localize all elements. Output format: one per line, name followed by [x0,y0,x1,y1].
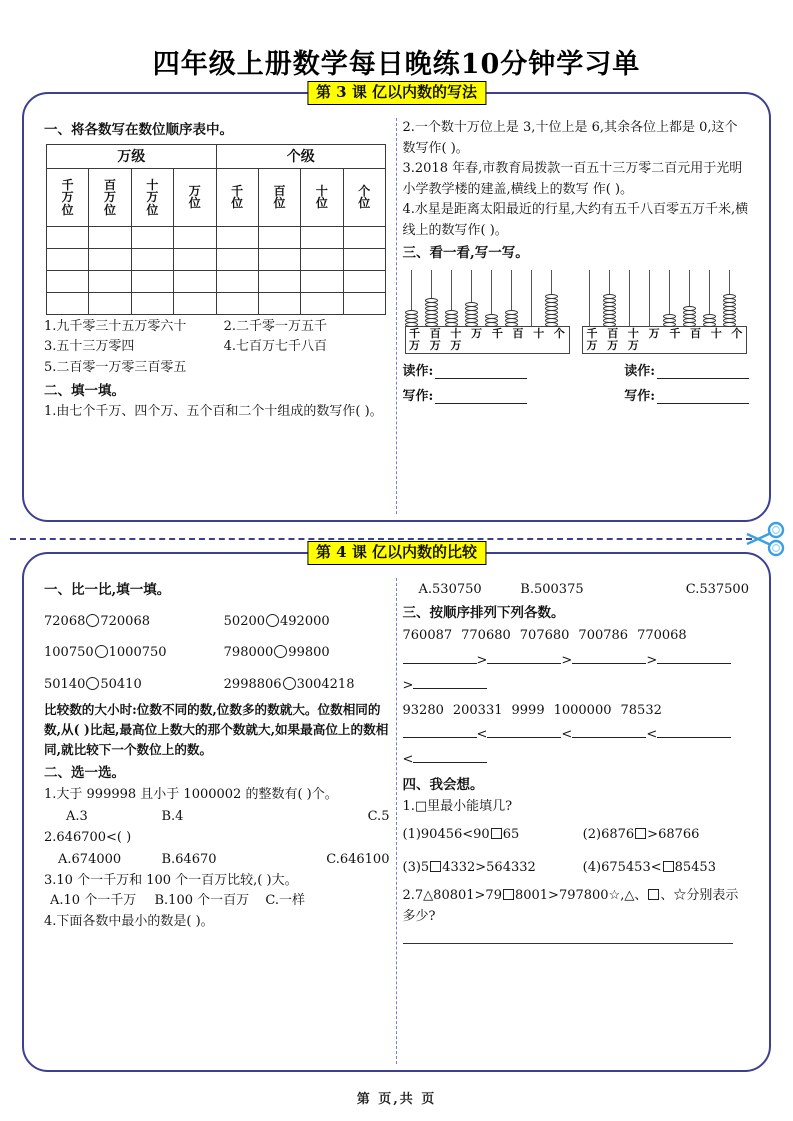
abacus-wire [649,270,650,326]
abacus-rod [485,314,499,326]
table-cell[interactable] [301,226,343,248]
abacus-place-label: 百 [690,327,702,341]
mc-options-1 [44,805,390,828]
write-item-2: 2.二千零一万五千 [223,318,328,334]
lesson3-section-1-heading: 一、将各数写在数位顺序表中。 [44,122,233,138]
abacus-1-labels [408,328,567,351]
think-item-1[interactable]: (1)90456<90 65 [402,827,520,843]
abacus-place-label: 十 [533,327,545,341]
compare-left-number: 2998806 [223,676,282,692]
lesson-4-panel [22,543,771,1072]
fill-box[interactable] [635,828,646,839]
abacus-rod [682,306,696,326]
abacus-place-label: 个 [731,327,743,341]
read-blank-1[interactable] [435,366,527,379]
think-item-4[interactable]: (4)675453< 85453 [582,859,716,875]
lesson-3-panel [22,83,771,522]
order2-blank-5[interactable] [413,750,487,763]
read-label-2: 读作: [624,364,655,380]
order1-blank-5[interactable] [413,676,487,689]
abacus-place-label: 万 [648,327,660,341]
lesson3-item-2[interactable]: 2.一个数十万位上是 3,十位上是 6,其余各位上都是 0,这个数写作( )。 [402,120,738,156]
order-number: 707680 [519,628,570,644]
read-answer-2[interactable] [624,360,749,379]
table-cell[interactable] [174,270,216,292]
mc4-option-c[interactable]: C.537500 [685,582,749,597]
compare-circle[interactable] [274,645,287,658]
lesson-4-left-column [38,578,397,1064]
mc-options-2 [44,848,390,871]
write-item-5: 5.二百零一万零三百零五 [44,359,187,375]
lesson3-section-3-heading: 三、看一看,写一写。 [402,245,529,262]
abacus-rod [702,314,716,326]
compare-circle[interactable] [266,614,279,627]
write-items-row-2 [44,337,390,358]
mc1-option-c[interactable]: C.5 [367,809,390,825]
order1-blank-4[interactable] [657,651,731,664]
table-cell[interactable] [174,292,216,314]
table-col-ge: 个 位 [343,168,385,226]
think-item-5[interactable]: 2.7△80801>79 8001>797800☆,△、 、☆分别表示多少? [402,888,739,924]
table-cell[interactable] [131,292,173,314]
order-number: 9999 [511,702,545,718]
place-value-table [46,144,386,315]
lesson3-fill-item-1[interactable]: 1.由七个千万、四个万、五个百和二个十组成的数写作( )。 [44,404,383,420]
compare-pair[interactable] [44,673,224,696]
lesson-3-right-column [397,118,756,514]
mc3-option-a[interactable]: A.10 个一千万 [50,893,137,909]
mc-question-1[interactable]: 1.大于 999998 且小于 1000002 的整数有( )个。 [44,786,338,802]
order-set-2-numbers [403,699,750,724]
lesson3-section-2-heading: 二、填一填。 [44,382,125,399]
write-blank-2[interactable] [657,391,749,404]
order1-op-1: > [476,653,488,669]
write-items-row-1 [44,317,390,338]
order1-op-2: > [561,653,573,669]
order1-op-3: > [646,653,658,669]
comparison-rule-text: 比较数的大小时:位数不同的数,位数多的数就大。位数相同的数,从( )比起,最高位上数大的那个数就大,如果最高位上的数相同,就比较下一个数位上的数。 [44,701,389,758]
abacus-1 [405,268,570,354]
compare-row [44,673,390,696]
abacus-bead [663,322,676,327]
write-item-1: 1.九千零三十五万零六十 [44,318,187,334]
compare-row [44,641,390,664]
fill-box[interactable] [648,889,659,900]
order-number: 200331 [452,702,503,718]
mc-question-4[interactable]: 4.下面各数中最小的数是( )。 [44,913,214,929]
abacus-place-label: 万 [471,327,483,341]
fill-box[interactable] [430,861,441,872]
compare-right-number: 1000750 [108,645,167,661]
lesson4-section-1-heading: 一、比一比,填一填。 [44,582,171,598]
compare-right-number: 720068 [100,613,150,629]
table-cell[interactable] [343,270,385,292]
mc4-option-b[interactable]: B.500375 [520,582,584,597]
cut-line [10,538,752,540]
mc1-option-a[interactable]: A.3 [66,809,88,825]
compare-left-number: 50140 [44,676,86,692]
order-set-1-blanks-cont[interactable] [403,674,750,699]
write-answer-2[interactable] [624,385,749,404]
abacus-2 [582,268,747,354]
order2-blank-3[interactable] [572,725,646,738]
compare-left-number: 798000 [223,645,274,661]
mc-options-3 [44,891,390,912]
order-number: 93280 [402,702,444,718]
abacus-wire [629,270,630,326]
table-cell[interactable] [343,248,385,270]
compare-circle[interactable] [283,677,296,690]
abacus-rod [602,294,616,326]
abacus-bead [703,322,716,327]
order2-blank-4[interactable] [657,725,731,738]
mc3-option-c[interactable]: C.一样 [265,893,306,909]
abacus-place-label: 千 万 [586,327,598,352]
mc2-option-b[interactable]: B.64670 [161,852,217,868]
fill-box[interactable] [503,889,514,900]
compare-right-number: 3004218 [296,676,355,692]
table-cell[interactable] [47,292,89,314]
write-answer-row [403,385,750,404]
table-cell[interactable] [89,292,131,314]
abacus-place-label: 个 [553,327,565,341]
abacus-place-label: 千 [491,327,503,341]
table-col-qianwan: 千 万 位 [47,168,89,226]
fill-box[interactable] [491,828,502,839]
mc-question-3[interactable]: 3.10 个一千万和 100 个一百万比较,( )大。 [44,872,298,888]
table-cell[interactable] [216,248,258,270]
abacus-bead [683,322,696,327]
lesson3-item-4[interactable]: 4.水星是距离太阳最近的行星,大约有五千八百零五万千米,横线上的数写作( )。 [402,202,749,238]
order2-op-3: < [646,727,658,743]
abacus-wire [531,270,532,326]
compare-pair[interactable] [224,610,390,633]
write-item-4: 4.七百万七千八百 [223,339,328,355]
fill-box[interactable] [663,861,674,872]
compare-circle[interactable] [86,677,99,690]
read-label-1: 读作: [402,364,434,380]
table-cell[interactable] [258,226,300,248]
lesson4-section-4-heading: 四、我会想。 [402,776,484,793]
compare-pair[interactable] [224,673,390,696]
abacus-place-label: 百 万 [607,327,619,352]
table-cell[interactable] [258,270,300,292]
table-cell[interactable] [343,226,385,248]
compare-row [44,610,390,633]
abacus-rod [722,294,736,326]
table-col-wan: 万 位 [174,168,216,226]
read-answer-1[interactable] [403,360,528,379]
abacus-place-label: 千 万 [409,327,420,352]
table-col-baiwan: 百 万 位 [89,168,131,226]
think-item-3[interactable]: (3)5 4332>564332 [402,859,536,875]
compare-left-number: 100750 [44,645,94,661]
abacus-place-label: 十 万 [627,327,639,352]
abacus-2-frame [582,326,747,354]
write-label-2: 写作: [624,389,655,405]
abacus-group [403,268,750,354]
order-set-1-numbers [403,624,750,649]
table-cell[interactable] [216,270,258,292]
table-cell[interactable] [131,270,173,292]
lesson3-item-3[interactable]: 3.2018 年春,市教育局拨款一百五十三万零二百元用于光明小学教学楼的建盖,横线上的数写 作( )。 [402,161,743,197]
abacus-2-rods [582,268,747,326]
order2-op-4: < [402,751,414,767]
answer-line[interactable] [403,943,733,944]
abacus-rod [505,310,519,326]
think-item-2[interactable]: (2)6876 >68766 [582,827,700,843]
order1-op-4: > [402,677,414,693]
write-blank-1[interactable] [435,391,527,404]
abacus-rod [405,310,419,326]
order2-op-2: < [561,727,573,743]
abacus-rod [425,298,439,326]
abacus-place-label: 百 万 [429,327,441,352]
table-cell[interactable] [174,226,216,248]
mc1-option-b[interactable]: B.4 [161,809,184,825]
table-cell[interactable] [131,226,173,248]
order2-blank-1[interactable] [403,725,477,738]
table-cell[interactable] [258,292,300,314]
order-number: 700786 [578,628,629,644]
table-cell[interactable] [131,248,173,270]
abacus-bead [723,322,736,327]
order-set-2-blanks-cont[interactable] [403,748,750,773]
compare-grid [44,610,390,696]
mc2-option-a[interactable]: A.674000 [58,852,122,868]
compare-left-number: 50200 [223,613,266,629]
table-cell[interactable] [301,270,343,292]
table-header-row [47,168,386,226]
mc4-options [403,578,750,601]
mc4-option-a[interactable]: A.530750 [418,582,482,597]
mc3-option-b[interactable]: B.100 个一百万 [154,893,250,909]
table-cell[interactable] [301,292,343,314]
table-col-bai: 百 位 [258,168,300,226]
abacus-wire [589,270,590,326]
order-number: 770680 [461,628,511,644]
compare-pair[interactable] [44,641,224,664]
write-answer-1[interactable] [403,385,528,404]
table-cell[interactable] [216,226,258,248]
table-cell[interactable] [89,248,131,270]
compare-pair[interactable] [44,610,224,633]
page-footer: 第 页,共 页 [356,1092,437,1107]
order-number: 78532 [620,702,662,718]
compare-right-number: 50410 [100,676,142,692]
compare-pair[interactable] [224,641,390,664]
table-row [47,248,386,270]
think-1-row-1 [403,823,750,846]
table-row [47,270,386,292]
table-cell[interactable] [301,248,343,270]
table-group-row [47,144,386,168]
compare-right-number: 492000 [280,613,330,629]
lesson-4-right-column [397,578,756,1064]
lesson4-section-2-heading: 二、选一选。 [44,764,125,781]
lesson4-section-3-heading: 三、按顺序排列下列各数。 [402,604,565,621]
table-cell[interactable] [343,292,385,314]
abacus-bead [603,322,616,327]
table-row [47,226,386,248]
mc2-option-c[interactable]: C.646100 [326,852,390,868]
mc-question-2[interactable]: 2.646700<( ) [44,829,132,845]
order-number: 1000000 [553,702,612,718]
abacus-place-label: 十 [710,327,722,341]
compare-right-number: 99800 [288,645,330,661]
compare-circle[interactable] [95,645,108,658]
order-number: 760087 [402,628,453,644]
table-cell[interactable] [174,248,216,270]
abacus-rod [465,302,479,326]
abacus-2-labels [585,328,744,351]
table-cell[interactable] [47,270,89,292]
order2-op-1: < [476,727,488,743]
table-cell[interactable] [258,248,300,270]
table-cell[interactable] [47,248,89,270]
order1-blank-3[interactable] [572,651,646,664]
table-group-ge: 个级 [216,144,386,168]
abacus-place-label: 千 [669,327,681,341]
abacus-1-frame [405,326,570,354]
read-answer-row [403,360,750,379]
abacus-rod [662,314,676,326]
table-group-wan: 万级 [47,144,217,168]
compare-left-number: 72068 [44,613,86,629]
table-col-shiwan: 十 万 位 [131,168,173,226]
page-title: 四年级上册数学每日晚练10分钟学习单 [152,49,641,80]
order2-blank-2[interactable] [487,725,561,738]
table-cell[interactable] [89,270,131,292]
order-set-1-blanks[interactable] [403,649,750,674]
compare-circle[interactable] [86,614,99,627]
abacus-rod [545,294,559,326]
table-col-qian: 千 位 [216,168,258,226]
think-1-row-2 [403,856,750,879]
read-blank-2[interactable] [657,366,749,379]
table-row [47,292,386,314]
order1-blank-2[interactable] [487,651,561,664]
table-cell[interactable] [216,292,258,314]
abacus-place-label: 百 [512,327,524,341]
table-cell[interactable] [47,226,89,248]
order-set-2-blanks[interactable] [403,723,750,748]
think-1-heading: 1.□里最小能填几? [402,798,513,814]
write-label-1: 写作: [402,389,434,405]
order1-blank-1[interactable] [403,651,477,664]
abacus-1-rods [405,268,570,326]
lesson-3-left-column [38,118,397,514]
table-col-shi: 十 位 [301,168,343,226]
table-cell[interactable] [89,226,131,248]
order-number: 770068 [637,628,687,644]
abacus-rod [445,310,459,326]
write-item-3: 3.五十三万零四 [44,339,135,355]
abacus-place-label: 十 万 [450,327,462,352]
lesson-3-banner: 第 3 课 亿以内数的写法 [307,81,486,105]
lesson-4-banner: 第 4 课 亿以内数的比较 [307,541,486,565]
